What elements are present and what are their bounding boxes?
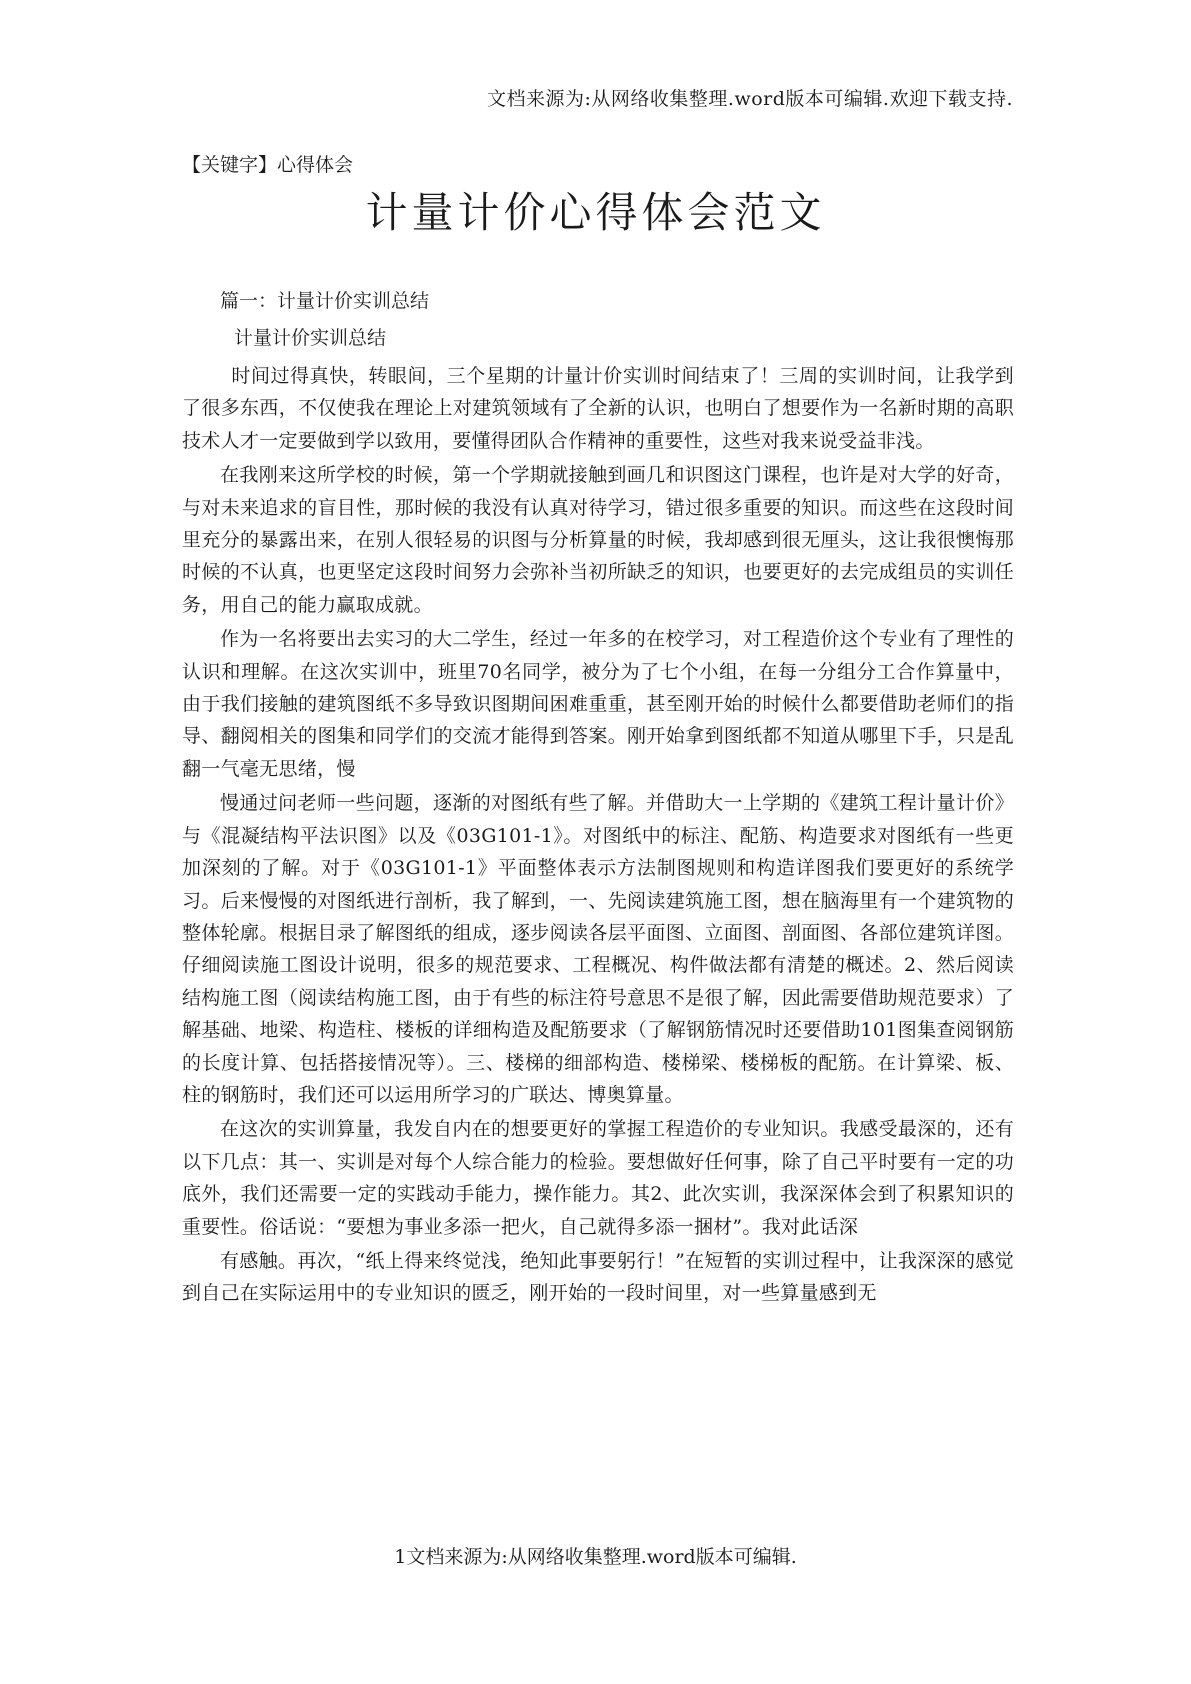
header-source-note: 文档来源为:从网络收集整理.word版本可编辑.欢迎下载支持. bbox=[487, 88, 1013, 110]
paragraph-4: 慢通过问老师一些问题，逐渐的对图纸有些了解。并借助大一上学期的《建筑工程计量计价》与《混凝结构平法识图》以及《03G101-1》。对图纸中的标注、配筋、构造要求对图纸有一些更加深刻的了解。对于《03G101-1》平面整体表示方法制图规则和构造详图我们要更好的系统学习。后来慢慢的对图纸进行剖析，我了解到，一、先阅读建筑施工图，想在脑海里有一个建筑物的整体轮廓。根据目录了解图纸的组成，逐步阅读各层平面图、立面图、剖面图、各部位建筑详图。仔细阅读施工图设计说明，很多的规范要求、工程概况、构件做法都有清楚的概述。2、然后阅读结构施工图（阅读结构施工图，由于有些的标注符号意思不是很了解，因此需要借助规范要求）了解基础、地梁、构造柱、楼板的详细构造及配筋要求（了解钢筋情况时还要借助101图集查阅钢筋的长度计算、包括搭接情况等）。三、楼梯的细部构造、楼梯梁、楼梯板的配筋。在计算梁、板、柱的钢筋时，我们还可以运用所学习的广联达、博奥算量。 bbox=[182, 792, 1014, 1106]
page-title: 计量计价心得体会范文 bbox=[365, 188, 826, 237]
footer-source-note: 1文档来源为:从网络收集整理.word版本可编辑. bbox=[394, 1546, 797, 1568]
section-heading: 篇一：计量计价实训总结 bbox=[220, 290, 430, 312]
sub-heading: 计量计价实训总结 bbox=[234, 327, 387, 349]
paragraph-5: 在这次的实训算量，我发自内在的想要更好的掌握工程造价的专业知识。我感受最深的，还有以下几点：其一、实训是对每个人综合能力的检验。要想做好任何事，除了自己平时要有一定的功底外，我们还需要一定的实践动手能力，操作能力。其2、此次实训，我深深体会到了积累知识的重要性。俗话说：“要想为事业多添一把火，自己就得多添一捆材”。我对此话深 bbox=[182, 1118, 1014, 1238]
paragraph-6: 有感触。再次，“纸上得来终觉浅，绝知此事要躬行！”在短暂的实训过程中，让我深深的感觉到自己在实际运用中的专业知识的匮乏，刚开始的一段时间里，对一些算量感到无 bbox=[182, 1249, 1014, 1305]
paragraph-2: 在我刚来这所学校的时候，第一个学期就接触到画几和识图这门课程，也许是对大学的好奇，与对未来追求的盲目性，那时候的我没有认真对待学习，错过很多重要的知识。而这些在这段时间里充分的暴露出来，在别人很轻易的识图与分析算量的时候，我却感到很无厘头，这让我很懊悔那时候的不认真，也更坚定这段时间努力会弥补当初所缺乏的知识，也要更好的去完成组员的实训任务，用自己的能力赢取成就。 bbox=[182, 464, 1014, 616]
body-text bbox=[182, 360, 1014, 1312]
paragraph-3: 作为一名将要出去实习的大二学生，经过一年多的在校学习，对工程造价这个专业有了理性的认识和理解。在这次实训中，班里70名同学，被分为了七个小组，在每一分组分工合作算量中，由于我们接触的建筑图纸不多导致识图期间困难重重，甚至刚开始的时候什么都要借助老师们的指导、翻阅相关的图集和同学们的交流才能得到答案。刚开始拿到图纸都不知道从哪里下手，只是乱翻一气毫无思绪，慢 bbox=[182, 628, 1014, 780]
paragraph-1: 时间过得真快，转眼间，三个星期的计量计价实训时间结束了！三周的实训时间，让我学到了很多东西，不仅使我在理论上对建筑领域有了全新的认识，也明白了想要作为一名新时期的高职技术人才一定要做到学以致用，要懂得团队合作精神的重要性，这些对我来说受益非浅。 bbox=[182, 365, 1014, 452]
keyword-line: 【关键字】心得体会 bbox=[182, 154, 354, 176]
